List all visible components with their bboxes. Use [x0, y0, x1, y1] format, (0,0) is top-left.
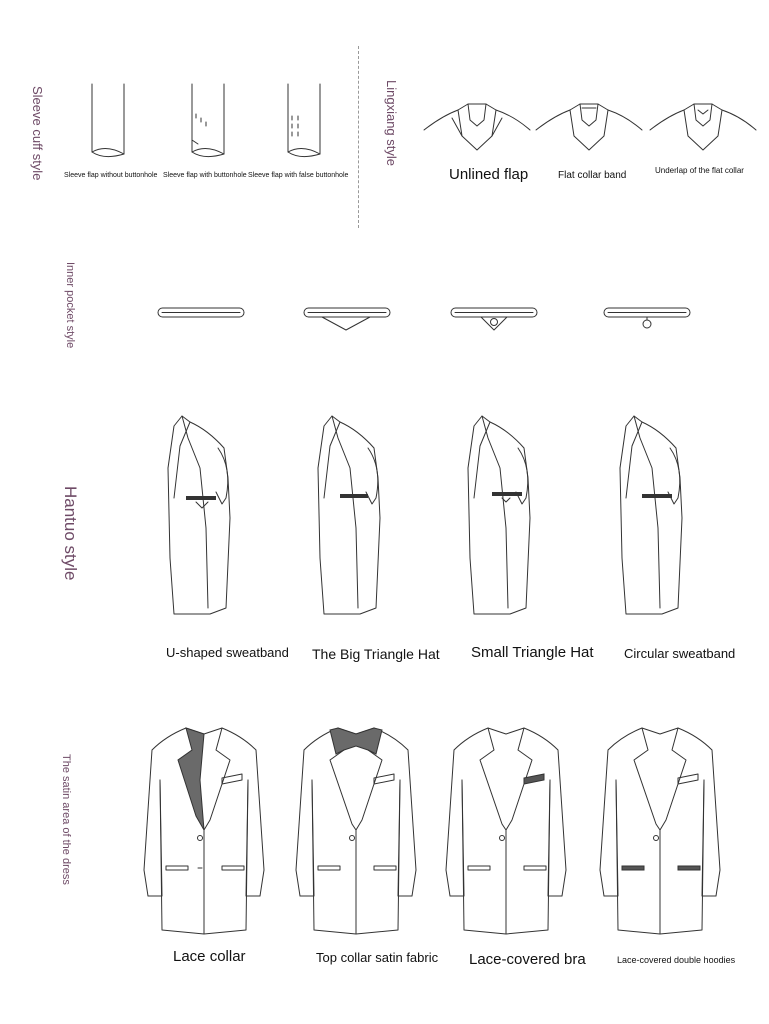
hantuo-caption-2: The Big Triangle Hat [312, 646, 440, 662]
inner-pocket-big-triangle-drawing [300, 300, 396, 340]
lingxiang-unlined-flap-drawing [422, 96, 532, 156]
inner-pocket-small-triangle-drawing [447, 300, 543, 340]
hantuo-u-shaped-drawing [160, 408, 240, 620]
section-divider [358, 46, 359, 228]
satin-double-hoodies-drawing [594, 720, 726, 940]
inner-pocket-section-label: Inner pocket style [64, 262, 76, 349]
sleeve-cuff-section-label: Sleeve cuff style [30, 86, 45, 181]
lingxiang-caption-2: Flat collar band [558, 170, 627, 181]
satin-caption-4: Lace-covered double hoodies [617, 955, 736, 965]
sleeve-cuff-plain-drawing [80, 80, 140, 162]
inner-pocket-circular-drawing [600, 300, 696, 340]
hantuo-caption-3: Small Triangle Hat [471, 644, 594, 661]
hantuo-big-triangle-drawing [310, 408, 390, 620]
sleeve-cuff-caption-3: Sleeve flap with false buttonhole [248, 172, 349, 179]
satin-caption-3: Lace-covered bra [469, 951, 586, 968]
hantuo-caption-1: U-shaped sweatband [166, 645, 289, 660]
lingxiang-underlap-drawing [648, 96, 758, 156]
lingxiang-flat-collar-band-drawing [534, 96, 644, 156]
satin-lace-bra-drawing [440, 720, 572, 940]
satin-lace-collar-drawing [138, 720, 270, 940]
lingxiang-caption-1: Unlined flap [449, 166, 529, 183]
lingxiang-section-label: Lingxiang style [384, 80, 399, 166]
satin-top-collar-drawing [290, 720, 422, 940]
sleeve-cuff-buttonhole-drawing [180, 80, 240, 162]
lingxiang-caption-3: Underlap of the flat collar [655, 166, 744, 175]
satin-caption-2: Top collar satin fabric [316, 950, 439, 965]
hantuo-circular-drawing [612, 408, 692, 620]
sleeve-cuff-false-buttonhole-drawing [276, 80, 336, 162]
satin-section-label: The satin area of the dress [60, 754, 72, 885]
hantuo-small-triangle-drawing [460, 408, 540, 620]
satin-caption-1: Lace collar [173, 948, 246, 965]
sleeve-cuff-caption-2: Sleeve flap with buttonhole [163, 172, 247, 179]
hantuo-caption-4: Circular sweatband [624, 646, 736, 661]
inner-pocket-plain-drawing [154, 300, 250, 340]
sleeve-cuff-caption-1: Sleeve flap without buttonhole [64, 172, 158, 179]
hantuo-section-label: Hantuo style [61, 486, 80, 581]
